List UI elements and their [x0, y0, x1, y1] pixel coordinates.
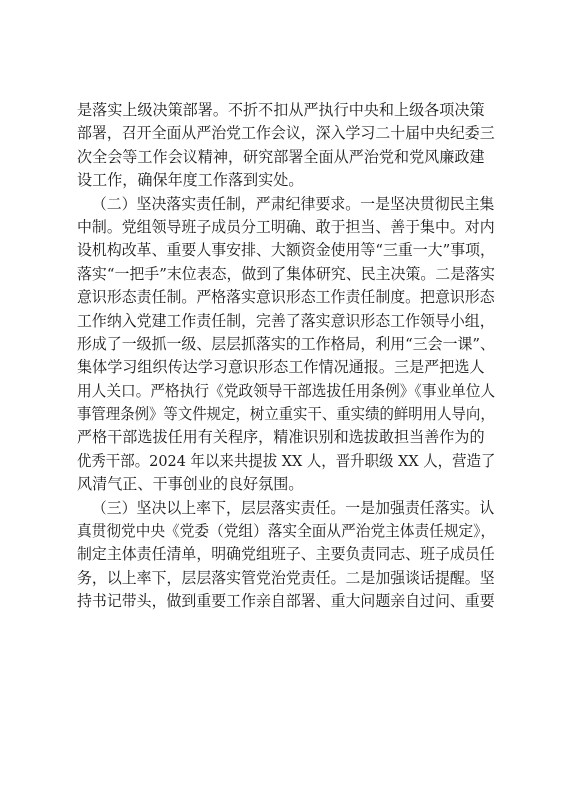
text-line: 优秀干部。2024 年以来共提拔 XX 人，晋升职级 XX 人，营造了	[77, 451, 496, 470]
text-line: 用人关口。严格执行《党政领导干部选拔任用条例》《事业单位人	[77, 381, 496, 400]
text-line: 落实“一把手”末位表态，做到了集体研究、民主决策。二是落实	[77, 264, 495, 283]
paragraph-section-2	[77, 193, 495, 497]
text-line: 是落实上级决策部署。不折不扣从严执行中央和上级各项决策	[77, 101, 485, 119]
text-line: 事管理条例》等文件规定，树立重实干、重实绩的鲜明用人导向，	[77, 405, 495, 424]
section-heading-line: （三）坚决以上率下，层层落实责任。一是加强责任落实。认	[91, 498, 495, 517]
text-line: 严格干部选拔任用有关程序，精准识别和选拔敢担当善作为的	[77, 428, 485, 447]
text-line: 集体学习组织传达学习意识形态工作情况通报。三是严把选人	[77, 358, 485, 377]
text-line: 持书记带头，做到重要工作亲自部署、重大问题亲自过问、重要	[77, 592, 495, 611]
paragraph-continuation	[77, 99, 495, 193]
text-line: 设工作，确保年度工作落到实处。	[77, 171, 304, 190]
text-line: 制定主体责任清单，明确党组班子、主要负责同志、班子成员任	[77, 545, 495, 564]
text-line: 形成了一级抓一级、层层抓落实的工作格局，利用“三会一课”、	[77, 334, 495, 353]
text-line: 风清气正、干事创业的良好氛围。	[77, 475, 304, 494]
text-line: 设机构改革、重要人事安排、大额资金使用等“三重一大”事项，	[77, 241, 495, 260]
paragraph-section-3	[77, 497, 495, 614]
section-heading-line: （二）坚决落实责任制，严肃纪律要求。一是坚决贯彻民主集	[91, 194, 495, 213]
text-line: 工作纳入党建工作责任制，完善了落实意识形态工作领导小组，	[77, 311, 495, 330]
text-line: 真贯彻党中央《党委（党组）落实全面从严治党主体责任规定》，	[77, 522, 496, 541]
text-line: 部署，召开全面从严治党工作会议，深入学习二十届中央纪委三	[77, 124, 495, 143]
text-line: 务，以上率下，层层落实管党治党责任。二是加强谈话提醒。坚	[77, 568, 495, 587]
text-line: 次全会等工作会议精神，研究部署全面从严治党和党风廉政建	[77, 147, 485, 166]
text-line: 中制。党组领导班子成员分工明确、敢于担当、善于集中。对内	[77, 217, 495, 236]
text-line: 意识形态责任制。严格落实意识形态工作责任制度。把意识形态	[77, 288, 495, 307]
body-text	[77, 99, 495, 614]
